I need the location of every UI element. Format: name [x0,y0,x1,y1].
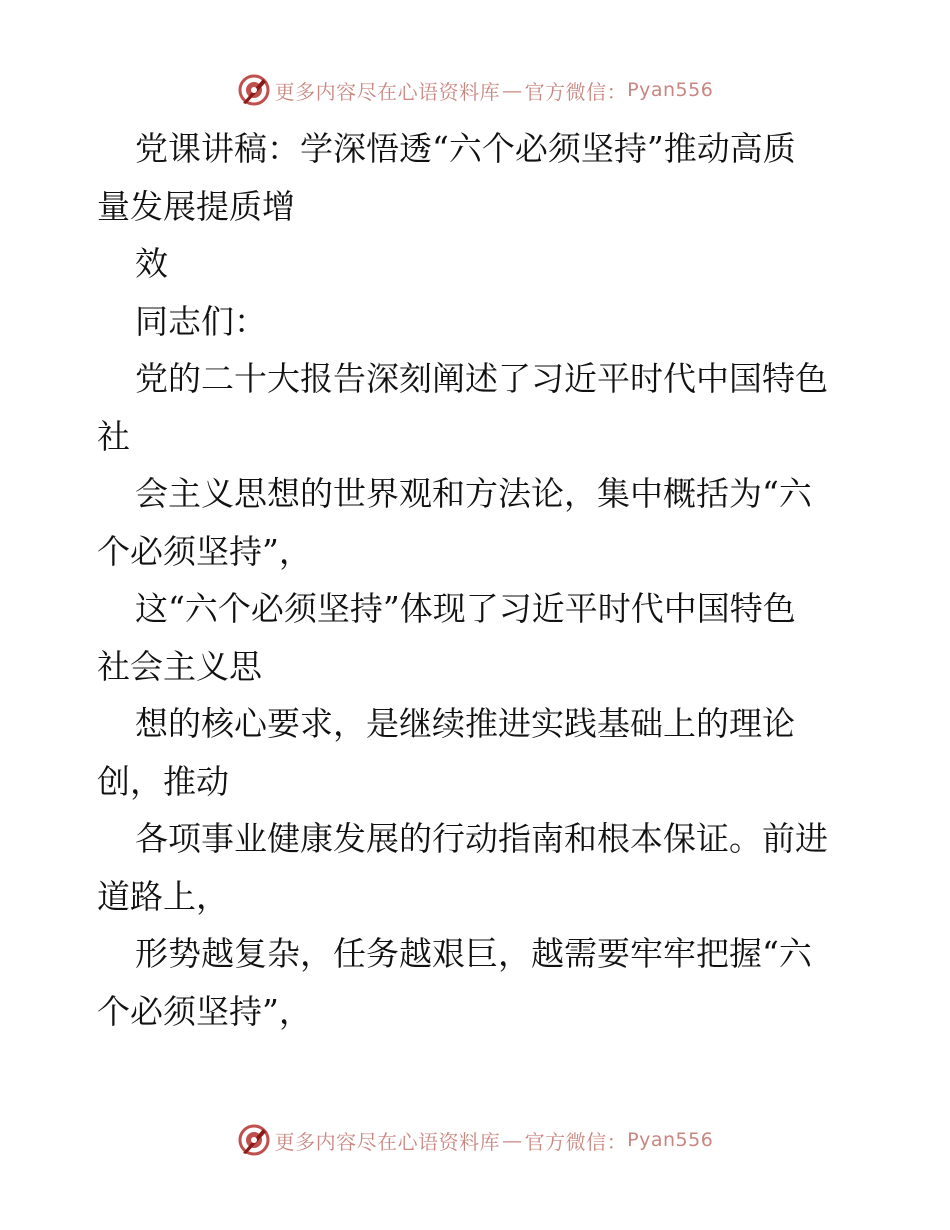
doc-line: 同志们： [135,301,267,341]
banner-wechat-label: 官方微信： [524,1129,628,1154]
document-body [97,120,857,1040]
banner-dash: — [502,1128,523,1152]
banner-brand-text: 更多内容尽在心语资料库 [274,1129,501,1154]
banner-dash: — [502,78,523,102]
doc-line: 会主义思想的世界观和方法论，集中概括为“六 [135,474,812,513]
doc-line: 社会主义思 [97,646,262,686]
doc-line: 社 [97,416,130,456]
doc-line: 创，推动 [97,761,229,801]
doc-line: 想的核心要求，是继续推进实践基础上的理论 [135,704,795,743]
banner-brand-text: 更多内容尽在心语资料库 [274,79,501,104]
doc-line: 这“六个必须坚持”体现了习近平时代中国特色 [135,589,796,628]
doc-line: 个必须坚持”， [97,991,312,1031]
quill-pen-seal-icon [237,1123,271,1157]
header-banner [0,70,950,110]
quill-pen-seal-icon [237,73,271,107]
doc-line: 各项事业健康发展的行动指南和根本保证。前进 [135,819,828,858]
doc-line: 个必须坚持”， [97,531,312,571]
banner-wechat-id: Pyan556 [627,79,714,101]
banner-wechat-label: 官方微信： [524,79,628,104]
doc-line: 形势越复杂，任务越艰巨，越需要牢牢把握“六 [135,934,812,973]
doc-line: 效 [135,244,168,283]
doc-line: 道路上， [97,876,229,916]
footer-banner [0,1120,950,1160]
doc-line: 量发展提质增 [97,186,295,226]
banner-wechat-id: Pyan556 [627,1129,714,1151]
doc-line: 党的二十大报告深刻阐述了习近平时代中国特色 [135,359,828,398]
doc-line: 党课讲稿：学深悟透“六个必须坚持”推动高质 [135,129,796,168]
